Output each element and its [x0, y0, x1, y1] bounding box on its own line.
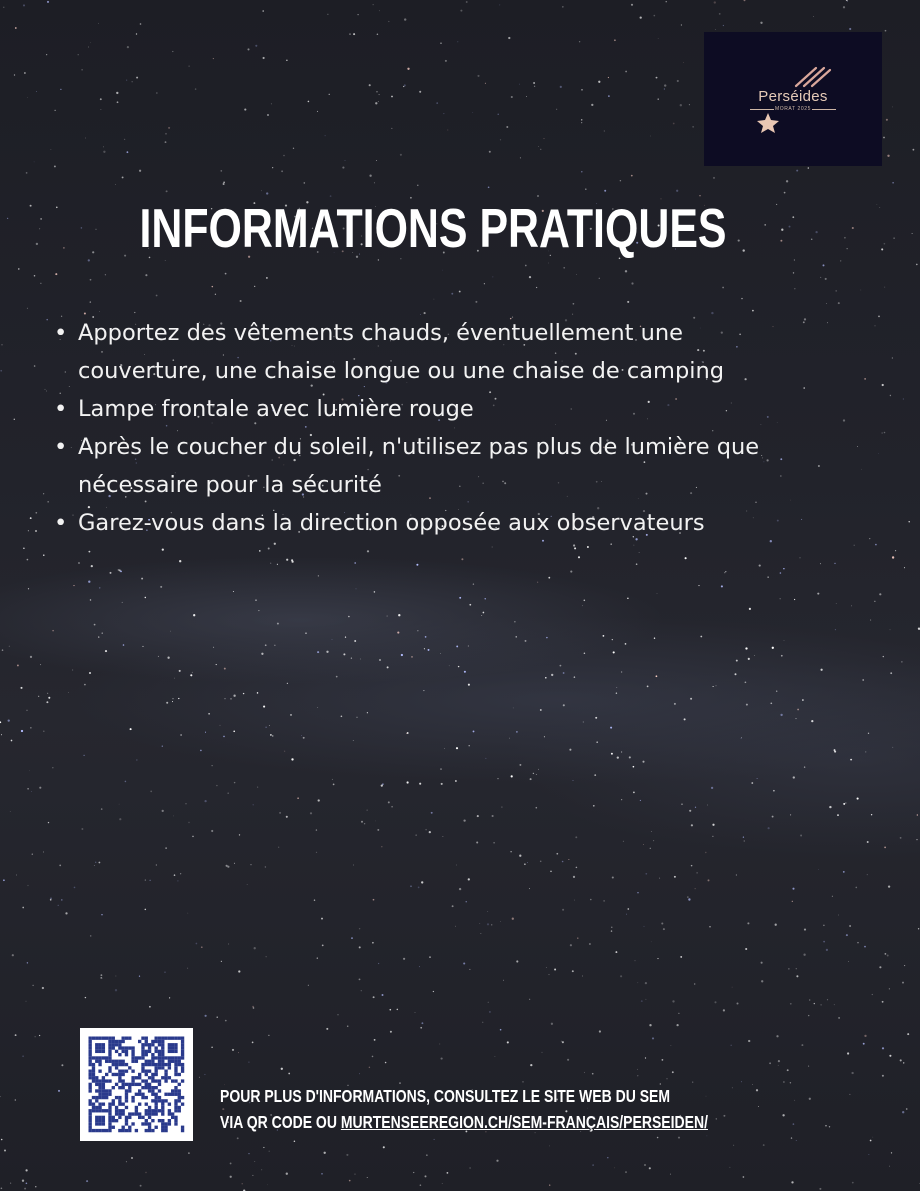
shooting-star-icon	[792, 62, 832, 88]
footer-prefix: VIA QR CODE OU	[220, 1112, 341, 1132]
footer-info	[220, 1083, 708, 1135]
tip-text: Lampe frontale avec lumière rouge	[78, 396, 474, 422]
website-link[interactable]: MURTENSEEREGION.CH/SEM-FRANÇAIS/PERSEIDEN/	[340, 1112, 708, 1132]
tip-text: Après le coucher du soleil, n'utilisez pas plus de lumière que nécessaire pour la sécurité	[78, 434, 760, 498]
page-title: INFORMATIONS PRATIQUES	[139, 197, 727, 259]
bullet: •	[54, 510, 68, 536]
star-icon	[756, 112, 780, 134]
logo-name: Perséides	[758, 88, 828, 105]
list-item	[52, 504, 812, 542]
perseides-logo	[704, 32, 882, 166]
logo-subtitle: MORAT 2025	[774, 106, 812, 112]
list-item	[52, 314, 812, 390]
tip-text: Apportez des vêtements chauds, éventuellement une couverture, une chaise longue ou une chaise de camping	[78, 320, 725, 384]
tips-list	[52, 314, 812, 542]
footer-line-2	[220, 1109, 708, 1135]
list-item	[52, 390, 812, 428]
bullet: •	[54, 320, 68, 346]
footer-line-1: POUR PLUS D'INFORMATIONS, CONSULTEZ LE SITE WEB DU SEM	[220, 1086, 671, 1106]
qr-code[interactable]	[80, 1028, 193, 1141]
bullet: •	[54, 434, 68, 460]
bullet: •	[54, 396, 68, 422]
tip-text: Garez-vous dans la direction opposée aux observateurs	[78, 510, 705, 536]
list-item	[52, 428, 812, 504]
